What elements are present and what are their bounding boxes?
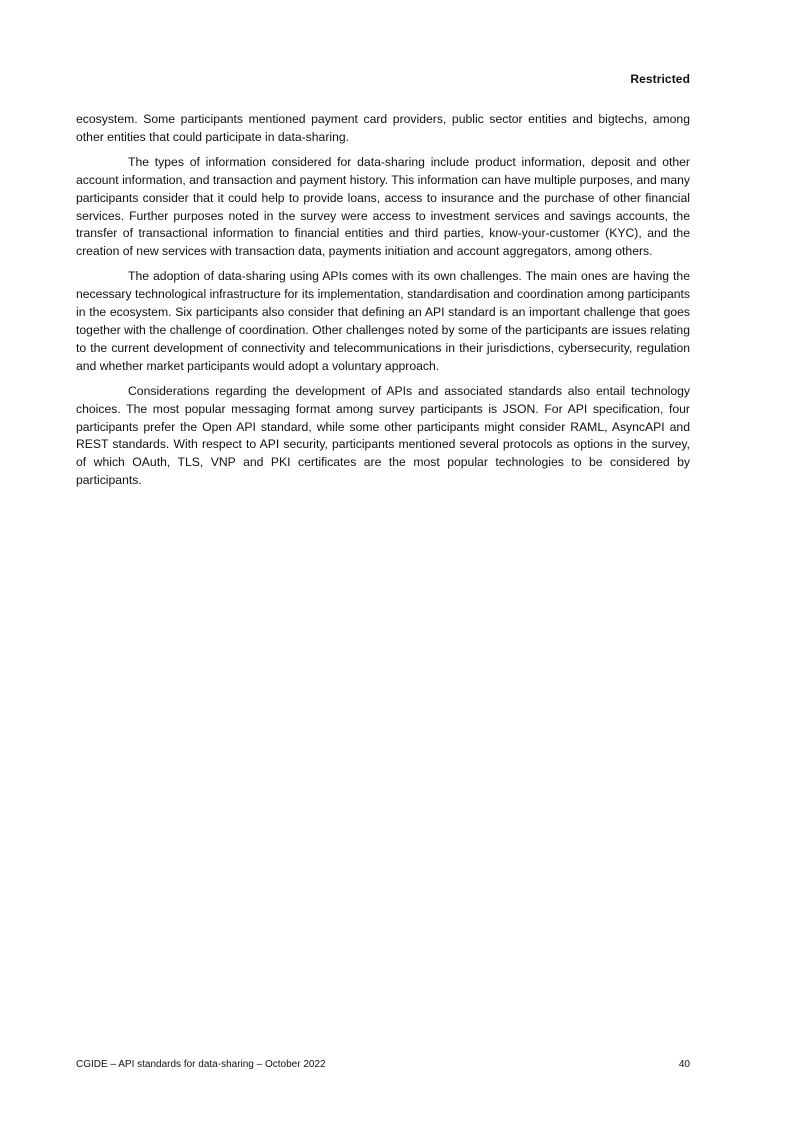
classification-label: Restricted [630, 72, 690, 86]
paragraph-information-types: The types of information considered for data-sharing include product information, deposit and other account information, and transaction and payment history. This information can have multiple purposes, and many participants consider that it could help to provide loans, access to insurance and the purchase of other financial services. Further purposes noted in the survey were access to investment services and savings accounts, the transfer of transactional information to financial entities and third parties, know-your-customer (KYC), and the creation of new services with transaction data, payments initiation and account aggregators, among others. [76, 154, 690, 259]
paragraph-technology-choices: Considerations regarding the development of APIs and associated standards also entail technology choices. The most popular messaging format among survey participants is JSON. For API specification, four participants prefer the Open API standard, while some other participants might consider RAML, AsyncAPI and REST standards. With respect to API security, participants mentioned several protocols as options in the survey, of which OAuth, TLS, VNP and PKI certificates are the most popular technologies to be considered by participants. [76, 383, 690, 488]
page-number: 40 [678, 1059, 690, 1070]
body-text [76, 111, 690, 497]
page-footer [76, 1059, 690, 1070]
paragraph-continuation: ecosystem. Some participants mentioned payment card providers, public sector entities and bigtechs, among other entities that could participate in data-sharing. [76, 112, 690, 144]
paragraph-challenges: The adoption of data-sharing using APIs comes with its own challenges. The main ones are having the necessary technological infrastructure for its implementation, standardisation and coordination among participants in the ecosystem. Six participants also consider that defining an API standard is an important challenge that goes together with the challenge of coordination. Other challenges noted by some of the participants are issues relating to the current development of connectivity and telecommunications in their jurisdictions, cybersecurity, regulation and whether market participants would adopt a voluntary approach. [76, 269, 690, 373]
footer-document-title: CGIDE – API standards for data-sharing – October 2022 [76, 1059, 326, 1070]
